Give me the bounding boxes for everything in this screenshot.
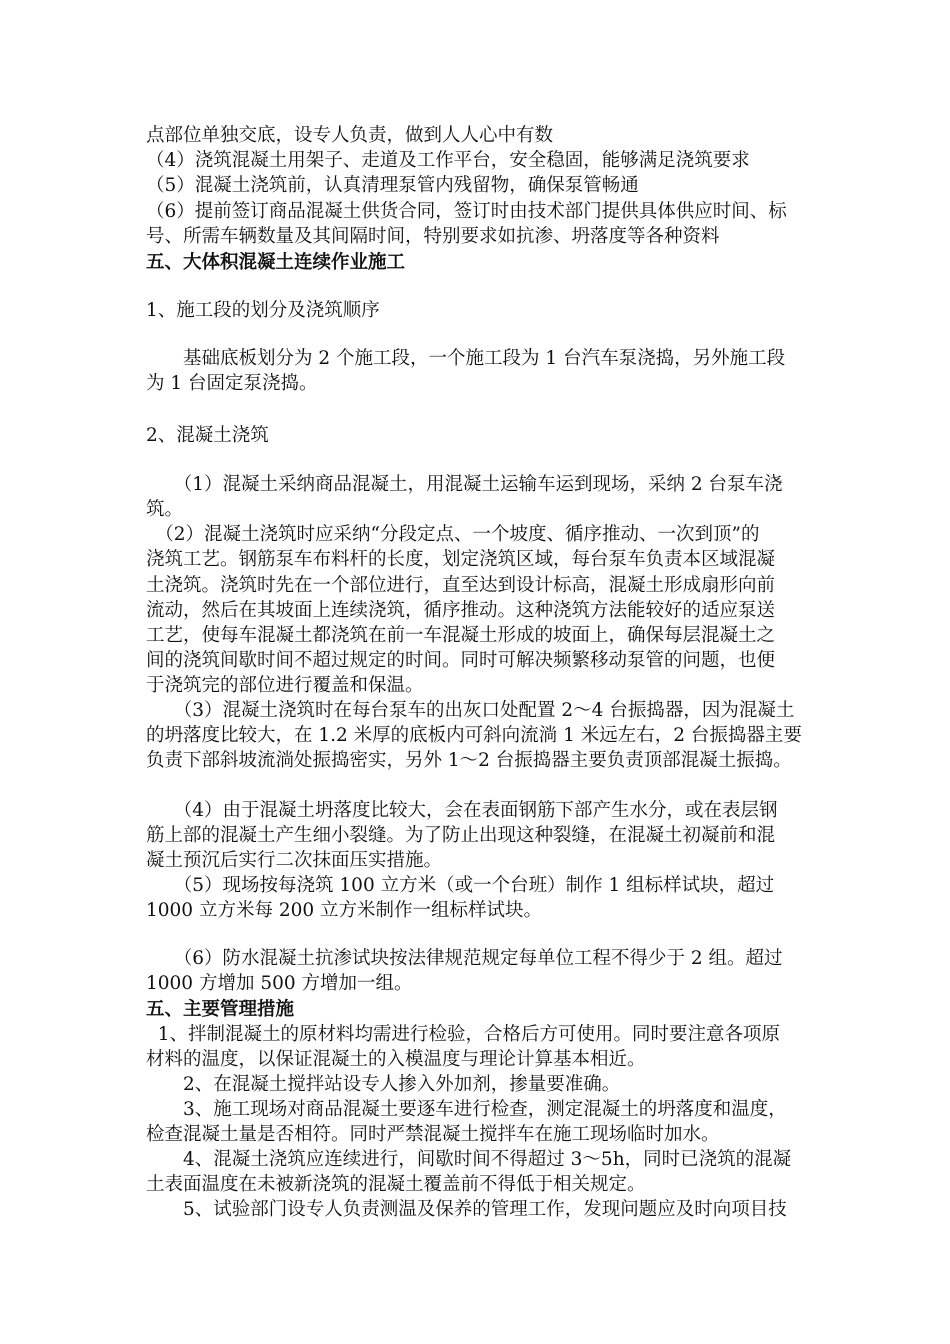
list-item: （6）提前签订商品混凝土供货合同，签订时由技术部门提供具体供应时间、标 [146, 201, 787, 222]
paragraph-line: 3、施工现场对商品混凝土要逐车进行检查，测定混凝土的坍落度和温度， [146, 1099, 787, 1120]
text-line: 点部位单独交底，设专人负责，做到人人心中有数 [146, 125, 554, 146]
paragraph-line: （6）防水混凝土抗渗试块按法律规范规定每单位工程不得少于 2 组。超过 [146, 948, 783, 969]
paragraph-line: 浇筑工艺。钢筋泵车布料杆的长度，划定浇筑区域，每台泵车负责本区域混凝 [146, 549, 776, 570]
paragraph-line: 材料的温度，以保证混凝土的入模温度与理论计算基本相近。 [146, 1049, 646, 1070]
subsection-heading: 2、混凝土浇筑 [146, 425, 269, 446]
paragraph-line: 1、拌制混凝土的原材料均需进行检验，合格后方可使用。同时要注意各项原 [146, 1024, 781, 1045]
list-item: （4）浇筑混凝土用架子、走道及工作平台，安全稳固，能够满足浇筑要求 [146, 150, 750, 171]
list-item: （5）混凝土浇筑前，认真清理泵管内残留物，确保泵管畅通 [146, 175, 639, 196]
section-heading: 五、大体积混凝土连续作业施工 [146, 252, 406, 273]
paragraph-line: 4、混凝土浇筑应连续进行，间歇时间不得超过 3～5h，同时已浇筑的混凝 [146, 1149, 792, 1170]
paragraph-line: （3）混凝土浇筑时在每台泵车的出灰口处配置 2～4 台振捣器，因为混凝土 [146, 700, 795, 721]
section-heading: 五、主要管理措施 [146, 999, 295, 1020]
paragraph-line: 检查混凝土量是否相符。同时严禁混凝土搅拌车在施工现场临时加水。 [146, 1124, 720, 1145]
paragraph-line: 基础底板划分为 2 个施工段，一个施工段为 1 台汽车泵浇捣，另外施工段 [146, 348, 786, 369]
paragraph-line: 土表面温度在未被新浇筑的混凝土覆盖前不得低于相关规定。 [146, 1174, 646, 1195]
paragraph-line: （4）由于混凝土坍落度比较大，会在表面钢筋下部产生水分，或在表层钢 [146, 800, 778, 821]
paragraph-line: 于浇筑完的部位进行覆盖和保温。 [146, 675, 424, 696]
paragraph-line: 1000 方增加 500 方增加一组。 [146, 973, 413, 994]
text-line: 号、所需车辆数量及其间隔时间，特别要求如抗渗、坍落度等各种资料 [146, 226, 720, 247]
paragraph-line: 2、在混凝土搅拌站设专人掺入外加剂，掺量要准确。 [146, 1074, 621, 1095]
paragraph-line: （1）混凝土采纳商品混凝土，用混凝土运输车运到现场，采纳 2 台泵车浇 [146, 474, 783, 495]
paragraph-line: 凝土预沉后实行二次抹面压实措施。 [146, 850, 443, 871]
paragraph-line: 1000 立方米每 200 立方米制作一组标样试块。 [146, 900, 543, 921]
paragraph-line: （2）混凝土浇筑时应采纳“分段定点、一个坡度、循序推动、一次到顶”的 [146, 524, 760, 545]
paragraph-line: 为 1 台固定泵浇捣。 [146, 373, 318, 394]
paragraph-line: 流动，然后在其坡面上连续浇筑，循序推动。这种浇筑方法能较好的适应泵送 [146, 600, 776, 621]
paragraph-line: 5、试验部门设专人负责测温及保养的管理工作，发现问题应及时向项目技 [146, 1199, 787, 1220]
paragraph-line: 间的浇筑间歇时间不超过规定的时间。同时可解决频繁移动泵管的问题，也便 [146, 650, 776, 671]
paragraph-line: 的坍落度比较大，在 1.2 米厚的底板内可斜向流淌 1 米远左右，2 台振捣器主要 [146, 725, 802, 746]
paragraph-line: 筑。 [146, 499, 184, 520]
paragraph-line: （5）现场按每浇筑 100 立方米（或一个台班）制作 1 组标样试块，超过 [146, 875, 775, 896]
paragraph-line: 负责下部斜坡流淌处振捣密实，另外 1～2 台振捣器主要负责顶部混凝土振捣。 [146, 750, 792, 771]
paragraph-line: 工艺，使每车混凝土都浇筑在前一车混凝土形成的坡面上，确保每层混凝土之 [146, 625, 776, 646]
subsection-heading: 1、施工段的划分及浇筑顺序 [146, 300, 380, 321]
paragraph-line: 筋上部的混凝土产生细小裂缝。为了防止出现这种裂缝，在混凝土初凝前和混 [146, 825, 776, 846]
paragraph-line: 土浇筑。浇筑时先在一个部位进行，直至达到设计标高，混凝土形成扇形向前 [146, 575, 776, 596]
